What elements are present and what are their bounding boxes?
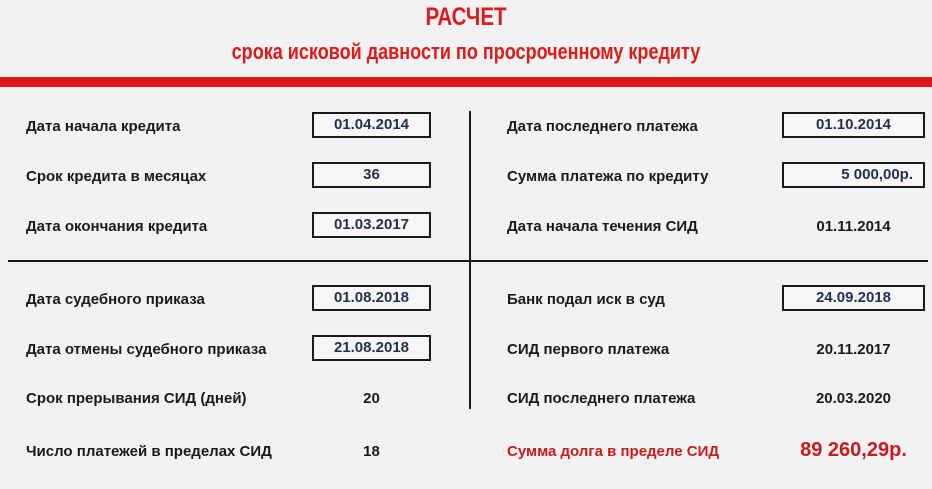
court-order-cancel-date-field[interactable]: 21.08.2018 xyxy=(312,335,431,361)
debt-amount-label: Сумма долга в пределе СИД xyxy=(507,443,720,460)
horizontal-divider xyxy=(8,260,928,262)
page-subtitle: срока исковой давности по просроченному кредиту xyxy=(231,39,701,64)
credit-start-date-field[interactable]: 01.04.2014 xyxy=(312,112,431,138)
limitation-start-date-label: Дата начала течения СИД xyxy=(507,218,698,235)
credit-end-date-field[interactable]: 01.03.2017 xyxy=(312,212,431,238)
last-payment-date-label: Дата последнего платежа xyxy=(507,118,698,135)
payments-count-value: 18 xyxy=(363,443,380,460)
payment-amount-label: Сумма платежа по кредиту xyxy=(507,168,709,185)
interruption-days-value: 20 xyxy=(363,390,380,407)
court-order-date-field[interactable]: 01.08.2018 xyxy=(312,285,431,311)
court-order-cancel-date-label: Дата отмены судебного приказа xyxy=(26,341,267,358)
lawsuit-filed-date-field[interactable]: 24.09.2018 xyxy=(782,285,925,311)
first-payment-limitation-value: 20.11.2017 xyxy=(816,341,891,358)
court-order-date-label: Дата судебного приказа xyxy=(26,291,205,308)
credit-term-months-label: Срок кредита в месяцах xyxy=(26,168,207,185)
payment-amount-field[interactable]: 5 000,00р. xyxy=(782,162,925,188)
lawsuit-filed-date-label: Банк подал иск в суд xyxy=(507,291,665,308)
header-divider xyxy=(0,77,932,87)
interruption-days-label: Срок прерывания СИД (дней) xyxy=(26,390,247,407)
debt-amount-value: 89 260,29р. xyxy=(800,439,907,461)
credit-start-date-label: Дата начала кредита xyxy=(26,118,181,135)
last-payment-limitation-value: 20.03.2020 xyxy=(815,390,892,407)
last-payment-limitation-label: СИД последнего платежа xyxy=(507,390,696,407)
credit-end-date-label: Дата окончания кредита xyxy=(26,218,208,235)
payments-count-label: Число платежей в пределах СИД xyxy=(26,443,272,460)
last-payment-date-field[interactable]: 01.10.2014 xyxy=(782,112,925,138)
page-title: РАСЧЕТ xyxy=(425,3,507,31)
limitation-start-date-value: 01.11.2014 xyxy=(816,218,891,235)
credit-term-months-field[interactable]: 36 xyxy=(312,162,431,188)
first-payment-limitation-label: СИД первого платежа xyxy=(507,341,670,358)
